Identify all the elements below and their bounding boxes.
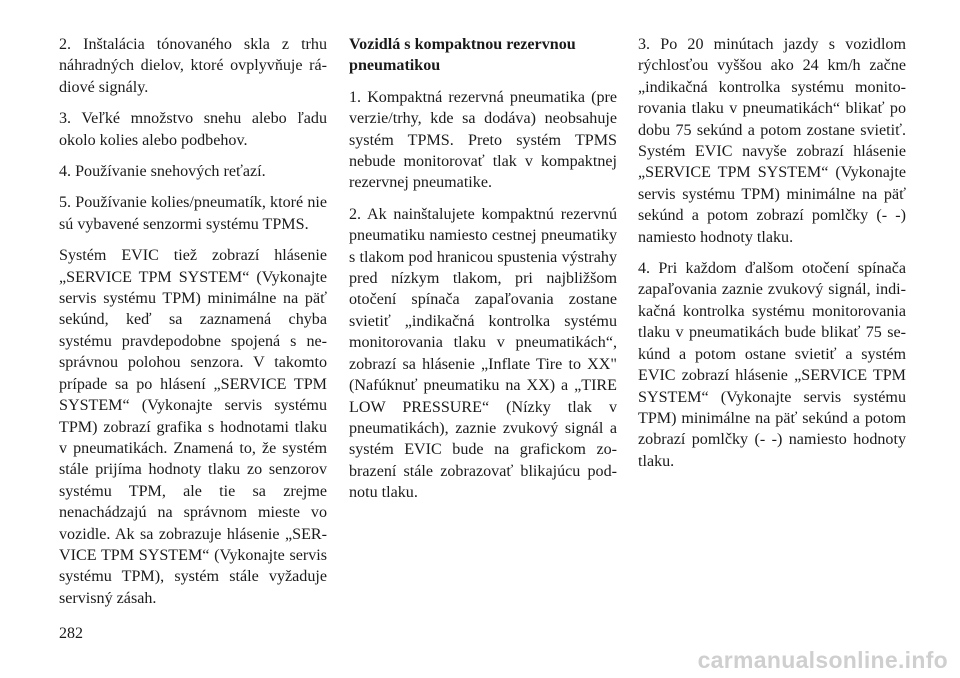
paragraph: 4. Pri každom ďalšom otočení spínača zapaľovania zaznie zvukový signál, indikačná kontrolka systému monitorovania tlaku v pneumatikách bude blikať 75 sekúnd a potom ostane svietiť a systém EVIC zobrazí hlásenie „SERVICE TPM SYSTEM“ (Vykonajte servis systému TPM) minimálne na päť sekúnd a potom zobrazí pomlčky (- -) namiesto hodnoty tlaku. <box>638 260 906 470</box>
paragraph: Systém EVIC tiež zobrazí hlásenie „SERVICE TPM SYSTEM“ (Vykonajte servis systému TPM) minimálne na päť sekúnd, keď sa zaznamená chyba systému pravdepodobne spojená s nesprávnou polohou senzora. V takomto prípade sa po hlásení „SERVICE TPM SYSTEM“ (Vykonajte servis systému TPM) zobrazí grafika s hodnotami tlaku v pneumatikách. Znamená to, že systém stále prijíma hodnoty tlaku zo senzorov systému TPM, ale tie sa zrejme nenachádzajú na správnom mieste vo vozidle. Ak sa zobrazuje hlásenie „SERVICE TPM SYSTEM“ (Vykonajte servis systému TPM), systém stále vyžaduje servisný zásah. <box>59 247 327 607</box>
section-heading: Vozidlá s kompaktnou rezervnou pneumatikou <box>349 36 576 75</box>
paragraph: 4. Používanie snehových reťazí. <box>59 163 266 181</box>
paragraph: 3. Po 20 minútach jazdy s vozidlom rýchlosťou vyššou ako 24 km/h začne „indikačná kontrolka systému monitorovania tlaku v pneumatikách“ blikať po dobu 75 sekúnd a potom zostane svietiť. Systém EVIC navyše zobrazí hlásenie „SERVICE TPM SYSTEM“ (Vykonajte servis systému TPM) minimálne na päť sekúnd a potom zobrazí pomlčky (- -) namiesto hodnoty tlaku. <box>638 36 906 246</box>
text-column-3 <box>638 34 906 482</box>
watermark: carmanualsonline.info <box>697 647 948 673</box>
paragraph: 2. Ak nainštalujete kompaktnú rezervnú pneumatiku namiesto cestnej pneumatiky s tlakom pod hranicou spustenia výstrahy pred nízkym tlakom, pri najbližšom otočení spínača zapaľovania zostane svietiť „indikačná kontrolka systému monitorovania tlaku v pneumatikách“, zobrazí sa hlásenie „Inflate Tire to XX" (Nafúknuť pneumatiku na XX) a „TIRE LOW PRESSURE“ (Nízky tlak v pneumatikách), zaznie zvukový signál a systém EVIC bude na grafickom zobrazení stále zobrazovať blikajúcu podnotu tlaku. <box>349 205 617 502</box>
text-column-2 <box>349 34 617 514</box>
page-number: 282 <box>59 625 83 642</box>
paragraph: 1. Kompaktná rezervná pneumatika (pre verzie/trhy, kde sa dodáva) neobsahuje systém TPMS. Preto systém TPMS nebude monitorovať tlak v kompaktnej rezervnej pneumatike. <box>349 88 617 192</box>
paragraph: 3. Veľké množstvo snehu alebo ľadu okolo kolies alebo podbehov. <box>59 110 327 149</box>
paragraph: 5. Používanie kolies/pneumatík, ktoré nie sú vybavené senzormi systému TPMS. <box>59 194 327 233</box>
text-column-1 <box>59 34 327 619</box>
paragraph: 2. Inštalácia tónovaného skla z trhu náhradných dielov, ktoré ovplyvňuje rádiové signály. <box>59 36 327 96</box>
